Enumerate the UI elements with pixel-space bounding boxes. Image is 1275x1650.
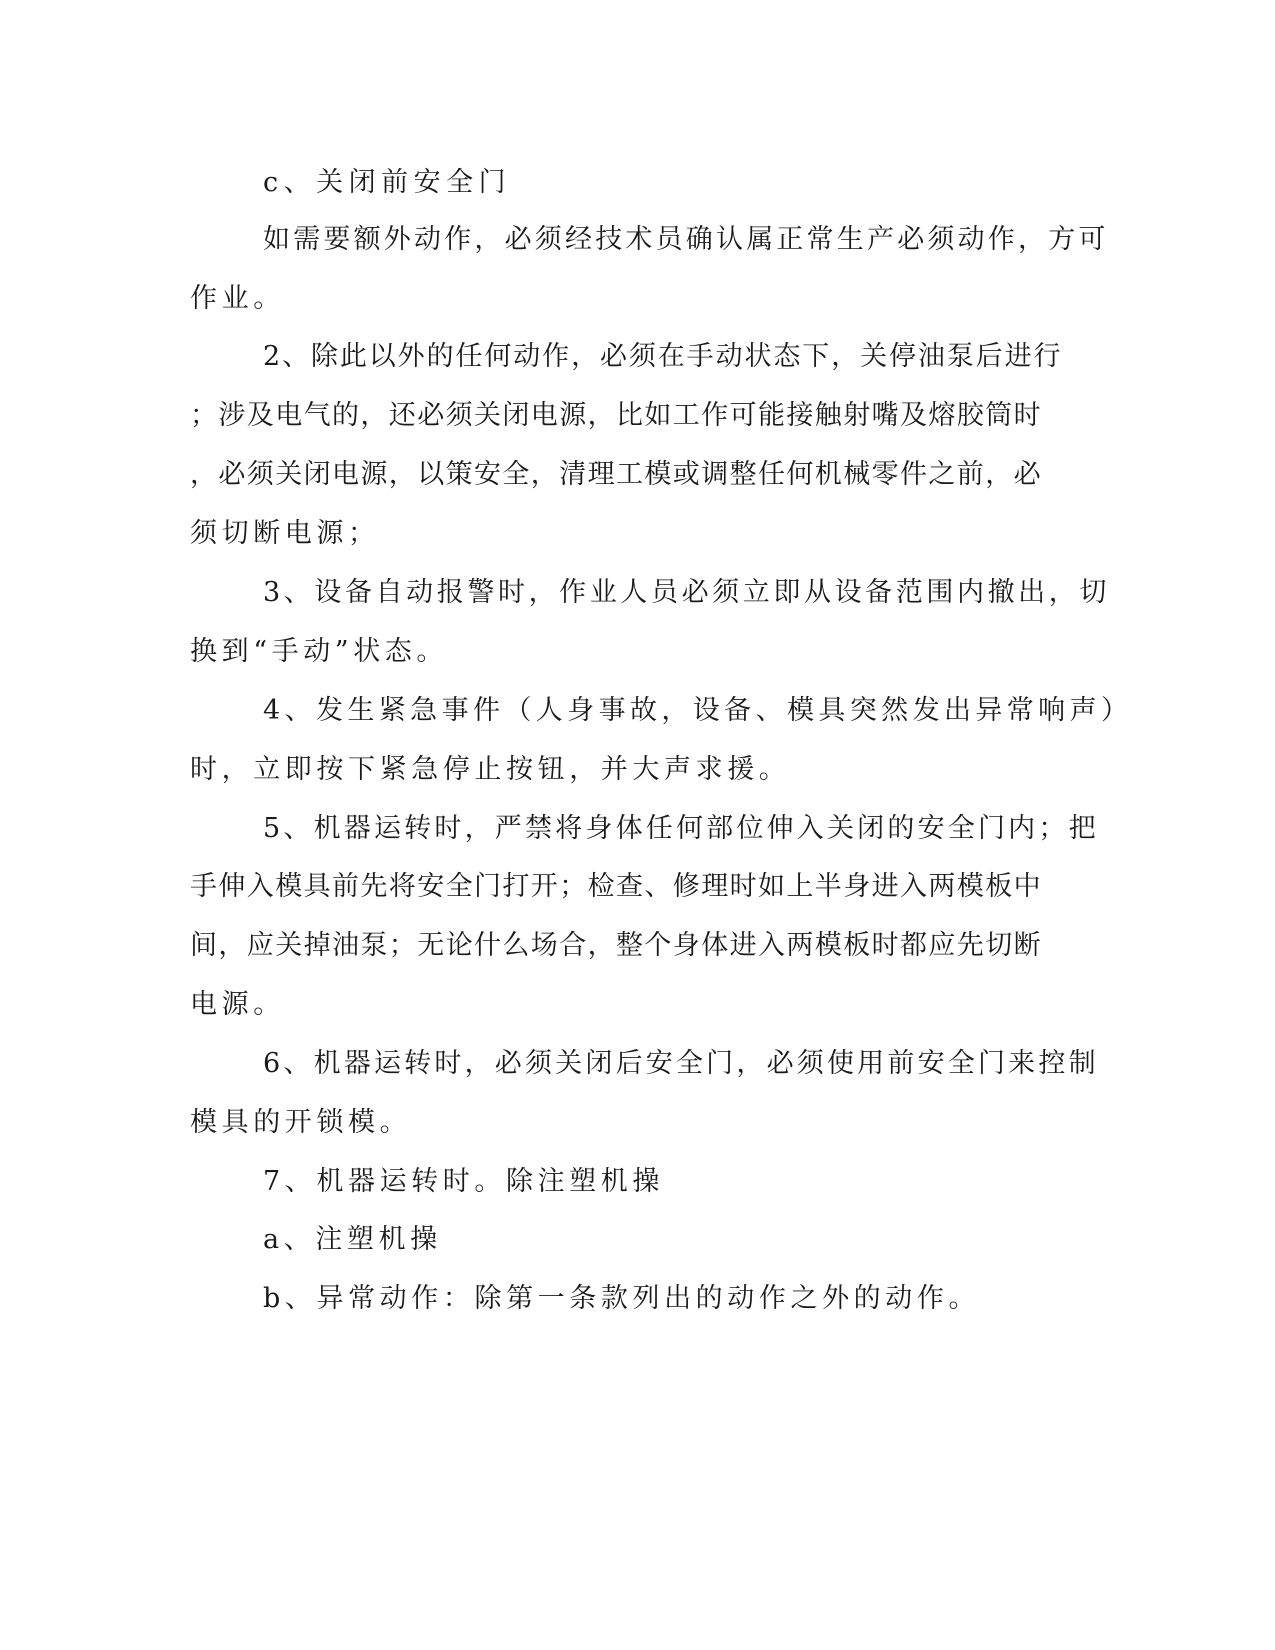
text-line-14: 间，应关掉油泵；无论什么场合，整个身体进入两模板时都应先切断 <box>190 930 1042 961</box>
text-line-9: 换到“手动”状态。 <box>190 636 449 667</box>
text-line-11: 时，立即按下紧急停止按钮，并大声求援。 <box>190 754 791 785</box>
text-line-17: 模具的开锁模。 <box>190 1107 412 1138</box>
text-line-20: b、异常动作：除第一条款列出的动作之外的动作。 <box>263 1283 981 1314</box>
text-line-10: 4、发生紧急事件（人身事故，设备、模具突然发出异常响声） <box>263 695 1133 726</box>
text-line-7: 须切断电源； <box>190 518 380 549</box>
text-line-8: 3、设备自动报警时，作业人员必须立即从设备范围内撤出，切 <box>263 577 1110 608</box>
text-line-2: 如需要额外动作，必须经技术员确认属正常生产必须动作，方可 <box>263 224 1109 255</box>
text-line-6: ，必须关闭电源，以策安全，清理工模或调整任何机械零件之前，必 <box>190 459 1042 490</box>
text-line-12: 5、机器运转时，严禁将身体任何部位伸入关闭的安全门内；把 <box>263 813 1099 844</box>
text-line-18: 7、机器运转时。除注塑机操 <box>263 1166 664 1197</box>
text-line-19: a、注塑机操 <box>263 1224 442 1255</box>
text-line-15: 电源。 <box>190 989 285 1020</box>
text-line-3: 作业。 <box>190 283 285 314</box>
text-line-5: ；涉及电气的，还必须关闭电源，比如工作可能接触射嘴及熔胶筒时 <box>190 400 1042 431</box>
text-line-13: 手伸入模具前先将安全门打开；检查、修理时如上半身进入两模板中 <box>190 871 1042 902</box>
text-line-16: 6、机器运转时，必须关闭后安全门，必须使用前安全门来控制 <box>263 1048 1099 1079</box>
text-line-1: c、关闭前安全门 <box>263 167 512 198</box>
text-line-4: 2、除此以外的任何动作，必须在手动状态下，关停油泵后进行 <box>263 341 1063 372</box>
